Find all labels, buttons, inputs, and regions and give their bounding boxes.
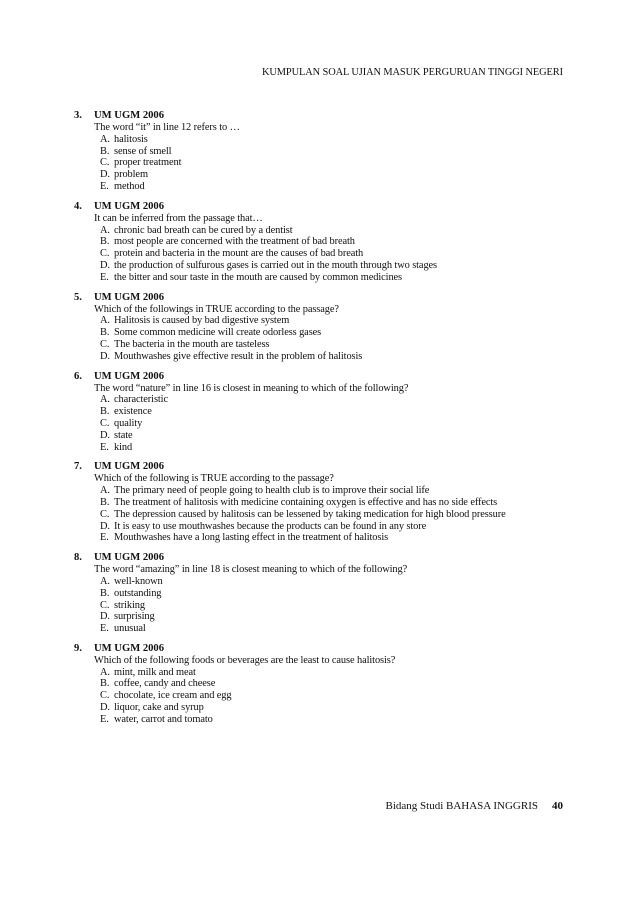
option-e xyxy=(100,181,574,193)
option-text: Some common medicine will create odorless gases xyxy=(114,327,322,339)
question-number: 7. xyxy=(74,461,82,473)
option-text: the production of sulfurous gases is carried out in the mouth through two stages xyxy=(114,259,437,271)
option-letter: E. xyxy=(100,180,109,192)
option-a xyxy=(100,394,574,406)
option-letter: C. xyxy=(100,417,110,429)
option-text: state xyxy=(114,429,133,441)
option-e xyxy=(100,442,574,454)
option-text: chronic bad breath can be cured by a dentist xyxy=(114,224,293,236)
question-4 xyxy=(74,201,574,284)
option-text: water, carrot and tomato xyxy=(114,713,213,725)
option-d xyxy=(100,169,574,181)
option-text: problem xyxy=(114,169,148,181)
option-text: coffee, candy and cheese xyxy=(114,678,216,690)
question-number: 8. xyxy=(74,552,82,564)
option-letter: D. xyxy=(100,702,110,714)
question-7 xyxy=(74,461,574,544)
option-a xyxy=(100,667,574,679)
option-letter: A. xyxy=(100,394,110,406)
option-text: striking xyxy=(114,599,145,611)
option-d xyxy=(100,430,574,442)
option-a xyxy=(100,134,574,146)
option-letter: E. xyxy=(100,623,109,635)
page-number: 40 xyxy=(552,800,563,812)
option-a xyxy=(100,576,574,588)
option-letter: B. xyxy=(100,587,110,599)
option-letter: A. xyxy=(100,666,110,678)
option-letter: A. xyxy=(100,485,110,497)
option-letter: A. xyxy=(100,133,110,145)
question-number: 9. xyxy=(74,642,82,654)
option-text: characteristic xyxy=(114,394,168,406)
option-b xyxy=(100,497,574,509)
option-letter: A. xyxy=(100,224,110,236)
option-letter: D. xyxy=(100,259,110,271)
option-text: The treatment of halitosis with medicine containing oxygen is effective and has no side effects xyxy=(114,496,498,508)
option-letter: E. xyxy=(100,441,109,453)
option-c xyxy=(100,157,574,169)
question-number: 6. xyxy=(74,370,82,382)
option-text: It is easy to use mouthwashes because the products can be found in any store xyxy=(114,520,427,532)
question-heading xyxy=(74,643,574,655)
option-d xyxy=(100,611,574,623)
option-letter: D. xyxy=(100,520,110,532)
question-text: The word “nature” in line 16 is closest in meaning to which of the following? xyxy=(94,382,409,394)
option-text: kind xyxy=(114,441,133,453)
option-b xyxy=(100,146,574,158)
question-number: 5. xyxy=(74,291,82,303)
option-letter: A. xyxy=(100,315,110,327)
question-6 xyxy=(74,371,574,454)
option-text: most people are concerned with the treatment of bad breath xyxy=(114,236,355,248)
option-text: well-known xyxy=(114,575,163,587)
option-letter: C. xyxy=(100,599,110,611)
option-text: unusual xyxy=(114,623,146,635)
question-list xyxy=(74,110,574,734)
option-d xyxy=(100,521,574,533)
option-text: surprising xyxy=(114,611,155,623)
option-text: quality xyxy=(114,417,143,429)
question-heading xyxy=(74,371,574,383)
question-9 xyxy=(74,643,574,726)
option-c xyxy=(100,509,574,521)
option-e xyxy=(100,623,574,635)
option-b xyxy=(100,327,574,339)
question-source: UM UGM 2006 xyxy=(94,291,165,303)
option-c xyxy=(100,248,574,260)
option-c xyxy=(100,339,574,351)
question-heading xyxy=(74,552,574,564)
option-text: method xyxy=(114,180,145,192)
question-heading xyxy=(74,292,574,304)
option-b xyxy=(100,406,574,418)
option-letter: B. xyxy=(100,236,110,248)
option-letter: B. xyxy=(100,496,110,508)
option-text: proper treatment xyxy=(114,157,182,169)
option-a xyxy=(100,225,574,237)
question-heading xyxy=(74,201,574,213)
question-text: It can be inferred from the passage that… xyxy=(94,212,263,224)
question-3 xyxy=(74,110,574,193)
option-text: liquor, cake and syrup xyxy=(114,702,204,714)
question-text: Which of the followings in TRUE according to the passage? xyxy=(94,303,339,315)
footer-subject: Bidang Studi BAHASA INGGRIS xyxy=(385,800,538,812)
option-c xyxy=(100,418,574,430)
option-b xyxy=(100,236,574,248)
question-text: The word “amazing” in line 18 is closest meaning to which of the following? xyxy=(94,564,408,576)
option-b xyxy=(100,588,574,600)
option-text: The bacteria in the mouth are tasteless xyxy=(114,338,270,350)
option-e xyxy=(100,532,574,544)
option-c xyxy=(100,600,574,612)
question-8 xyxy=(74,552,574,635)
option-letter: C. xyxy=(100,338,110,350)
option-e xyxy=(100,714,574,726)
option-text: Mouthwashes have a long lasting effect in the treatment of halitosis xyxy=(114,532,389,544)
question-text: Which of the following is TRUE according to the passage? xyxy=(94,473,334,485)
question-number: 3. xyxy=(74,110,82,121)
option-letter: C. xyxy=(100,248,110,260)
option-a xyxy=(100,485,574,497)
option-text: the bitter and sour taste in the mouth are caused by common medicines xyxy=(114,271,402,283)
question-source: UM UGM 2006 xyxy=(94,461,165,473)
question-text: The word “it” in line 12 refers to … xyxy=(94,122,240,133)
question-source: UM UGM 2006 xyxy=(94,110,165,121)
option-d xyxy=(100,260,574,272)
option-d xyxy=(100,351,574,363)
option-text: Halitosis is caused by bad digestive system xyxy=(114,315,290,327)
option-letter: E. xyxy=(100,271,109,283)
option-text: The depression caused by halitosis can be lessened by taking medication for high blood pressure xyxy=(114,508,506,520)
question-text: Which of the following foods or beverages are the least to cause halitosis? xyxy=(94,654,396,666)
question-5 xyxy=(74,292,574,363)
option-d xyxy=(100,702,574,714)
option-a xyxy=(100,315,574,327)
option-text: The primary need of people going to health club is to improve their social life xyxy=(114,485,430,497)
question-source: UM UGM 2006 xyxy=(94,370,165,382)
option-letter: D. xyxy=(100,169,110,181)
option-letter: E. xyxy=(100,532,109,544)
option-letter: D. xyxy=(100,611,110,623)
question-source: UM UGM 2006 xyxy=(94,200,165,212)
question-source: UM UGM 2006 xyxy=(94,642,165,654)
option-letter: E. xyxy=(100,713,109,725)
option-letter: C. xyxy=(100,508,110,520)
page-footer xyxy=(386,800,564,812)
question-source: UM UGM 2006 xyxy=(94,552,165,564)
option-letter: C. xyxy=(100,157,110,169)
option-e xyxy=(100,272,574,284)
option-c xyxy=(100,690,574,702)
option-text: mint, milk and meat xyxy=(114,666,196,678)
option-letter: D. xyxy=(100,350,110,362)
option-letter: D. xyxy=(100,429,110,441)
option-letter: A. xyxy=(100,575,110,587)
question-heading xyxy=(74,110,574,122)
option-letter: B. xyxy=(100,678,110,690)
option-text: existence xyxy=(114,406,152,418)
option-letter: C. xyxy=(100,690,110,702)
option-letter: B. xyxy=(100,327,110,339)
option-text: chocolate, ice cream and egg xyxy=(114,690,232,702)
option-text: outstanding xyxy=(114,587,162,599)
option-text: protein and bacteria in the mount are the causes of bad breath xyxy=(114,248,364,260)
option-b xyxy=(100,678,574,690)
option-letter: B. xyxy=(100,145,110,157)
question-heading xyxy=(74,461,574,473)
option-letter: B. xyxy=(100,406,110,418)
option-text: sense of smell xyxy=(114,145,172,157)
option-text: Mouthwashes give effective result in the problem of halitosis xyxy=(114,350,363,362)
question-number: 4. xyxy=(74,200,82,212)
page-header: KUMPULAN SOAL UJIAN MASUK PERGURUAN TINGGI NEGERI xyxy=(261,67,563,78)
option-text: halitosis xyxy=(114,133,148,145)
